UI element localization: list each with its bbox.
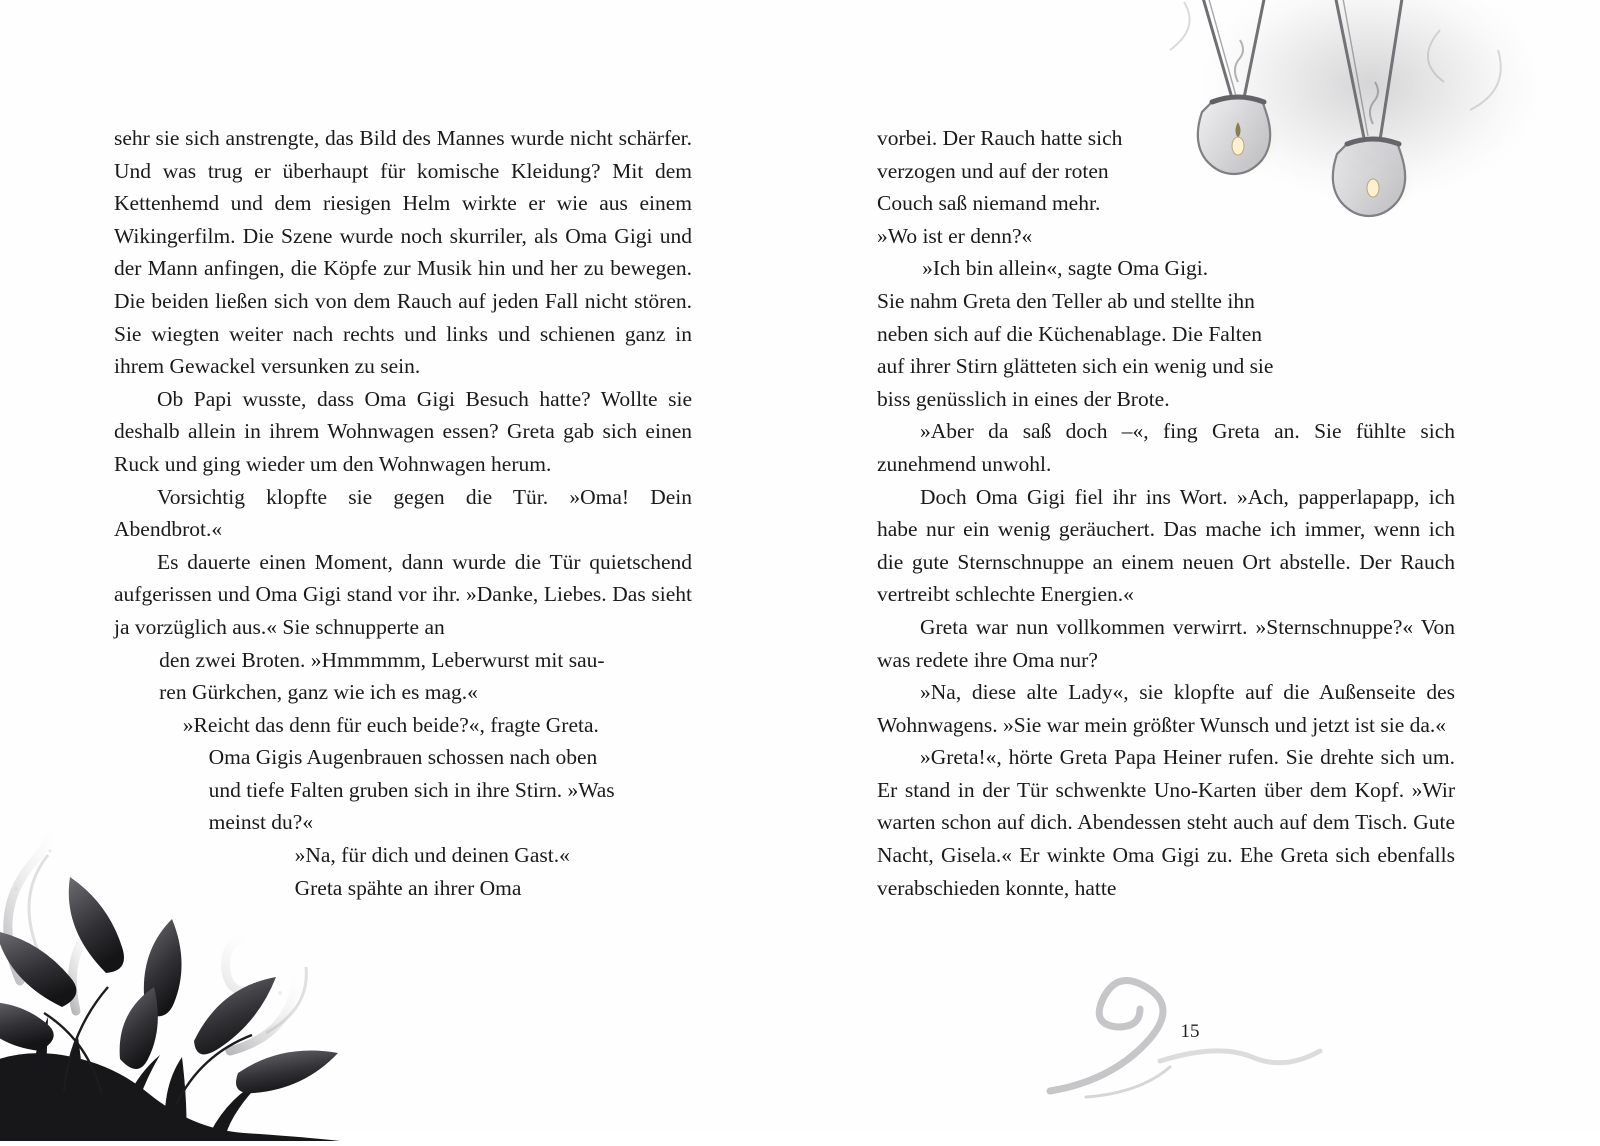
wrapped-line: Sie nahm Greta den Teller ab und stellte ihn [877,288,1255,313]
wrapped-line: und tiefe Falten gruben sich in ihre Stirn. »Was [208,777,615,802]
paragraph: »Aber da saß doch –«, fing Greta an. Sie fühlte sich zunehmend unwohl. [877,419,1455,476]
paragraph: Greta war nun vollkommen verwirrt. »Sternschnuppe?« Von was redete ihre Oma nur? [877,614,1455,672]
wrapped-line: auf ihrer Stirn glätteten sich ein wenig und sie [877,354,1274,379]
wrapped-line: »Na, für dich und deinen Gast.« [294,843,570,868]
paragraph: »Na, diese alte Lady«, sie klopfte auf die Außenseite des Wohnwagens. »Sie war mein größter Wunsch und jetzt ist sie da.« [877,680,1455,737]
paragraph: sehr sie sich anstrengte, das Bild des Mannes wurde nicht schärfer. Und was trug er überhaupt für komische Kleidung? Mit dem Kettenhemd und dem riesigen Helm wirkte er wie aus einem Wikingerfilm. Die Szene wurde noch skurriler, als Oma Gigi und der Mann anfingen, die Köpfe zur Musik hin und her zu bewegen. Die beiden ließen sich von dem Rauch auf jeden Fall nicht stören. Sie wiegten weiter nach rechts und links und schienen ganz in ihrem Gewackel versunken zu sein. [114,126,692,379]
wrapped-line: »Wo ist er denn?« [877,223,1033,248]
wrapped-line: ren Gürkchen, ganz wie ich es mag.« [159,680,478,705]
wrapped-line: verzogen und auf der roten [877,158,1109,183]
paragraph: Vorsichtig klopfte sie gegen die Tür. »Oma! Dein Abendbrot.« [114,484,692,542]
right-text-column [877,122,1455,904]
wrapped-line: »Ich bin allein«, sagte Oma Gigi. [922,256,1209,281]
wrapped-line: Couch saß niemand mehr. [877,191,1101,216]
wrapped-line: meinst du?« [208,810,314,835]
wrapped-line: Oma Gigis Augenbrauen schossen nach oben [208,745,598,770]
page-number: 15 [1180,1021,1200,1042]
wrapped-line: biss genüsslich in eines der Brote. [877,386,1170,411]
left-text-column [114,122,692,904]
paragraph: Doch Oma Gigi fiel ihr ins Wort. »Ach, papperlapapp, ich habe nur ein wenig geräuchert. Das mache ich immer, wenn ich die gute Sternschnuppe an einem neuen Ort abstelle. Der Rauch vertreibt schlechte Energien.« [877,484,1455,607]
wrapped-line: den zwei Broten. »Hmmmmm, Leberwurst mit sau- [159,647,605,672]
art-wrapped-text-block [877,122,1455,415]
wrapped-line: »Reicht das denn für euch beide?«, fragte Greta. [182,712,599,737]
wrapped-line: vorbei. Der Rauch hatte sich [877,126,1123,150]
paragraph: Ob Papi wusste, dass Oma Gigi Besuch hatte? Wollte sie deshalb allein in ihrem Wohnwagen essen? Greta gab sich einen Ruck und ging wieder um den Wohnwagen herum. [114,386,692,476]
paragraph: Es dauerte einen Moment, dann wurde die Tür quietschend aufgerissen und Oma Gigi stand vor ihr. »Danke, Liebes. Das sieht ja vorzüglich aus.« Sie schnupperte an [114,549,692,639]
paragraph: »Greta!«, hörte Greta Papa Heiner rufen. Sie drehte sich um. Er stand in der Tür schwenkte Uno-Karten über dem Kopf. »Wir warten schon auf dich. Abendessen steht auch auf dem Tisch. Gute Nacht, Gisela.« Er winkte Oma Gigi zu. Ehe Greta sich ebenfalls verabschieden konnte, hatte [877,745,1455,900]
wrapped-line: Greta spähte an ihrer Oma [294,875,522,900]
wrapped-line: neben sich auf die Küchenablage. Die Falten [877,321,1263,346]
art-wrapped-text-block [114,644,692,905]
